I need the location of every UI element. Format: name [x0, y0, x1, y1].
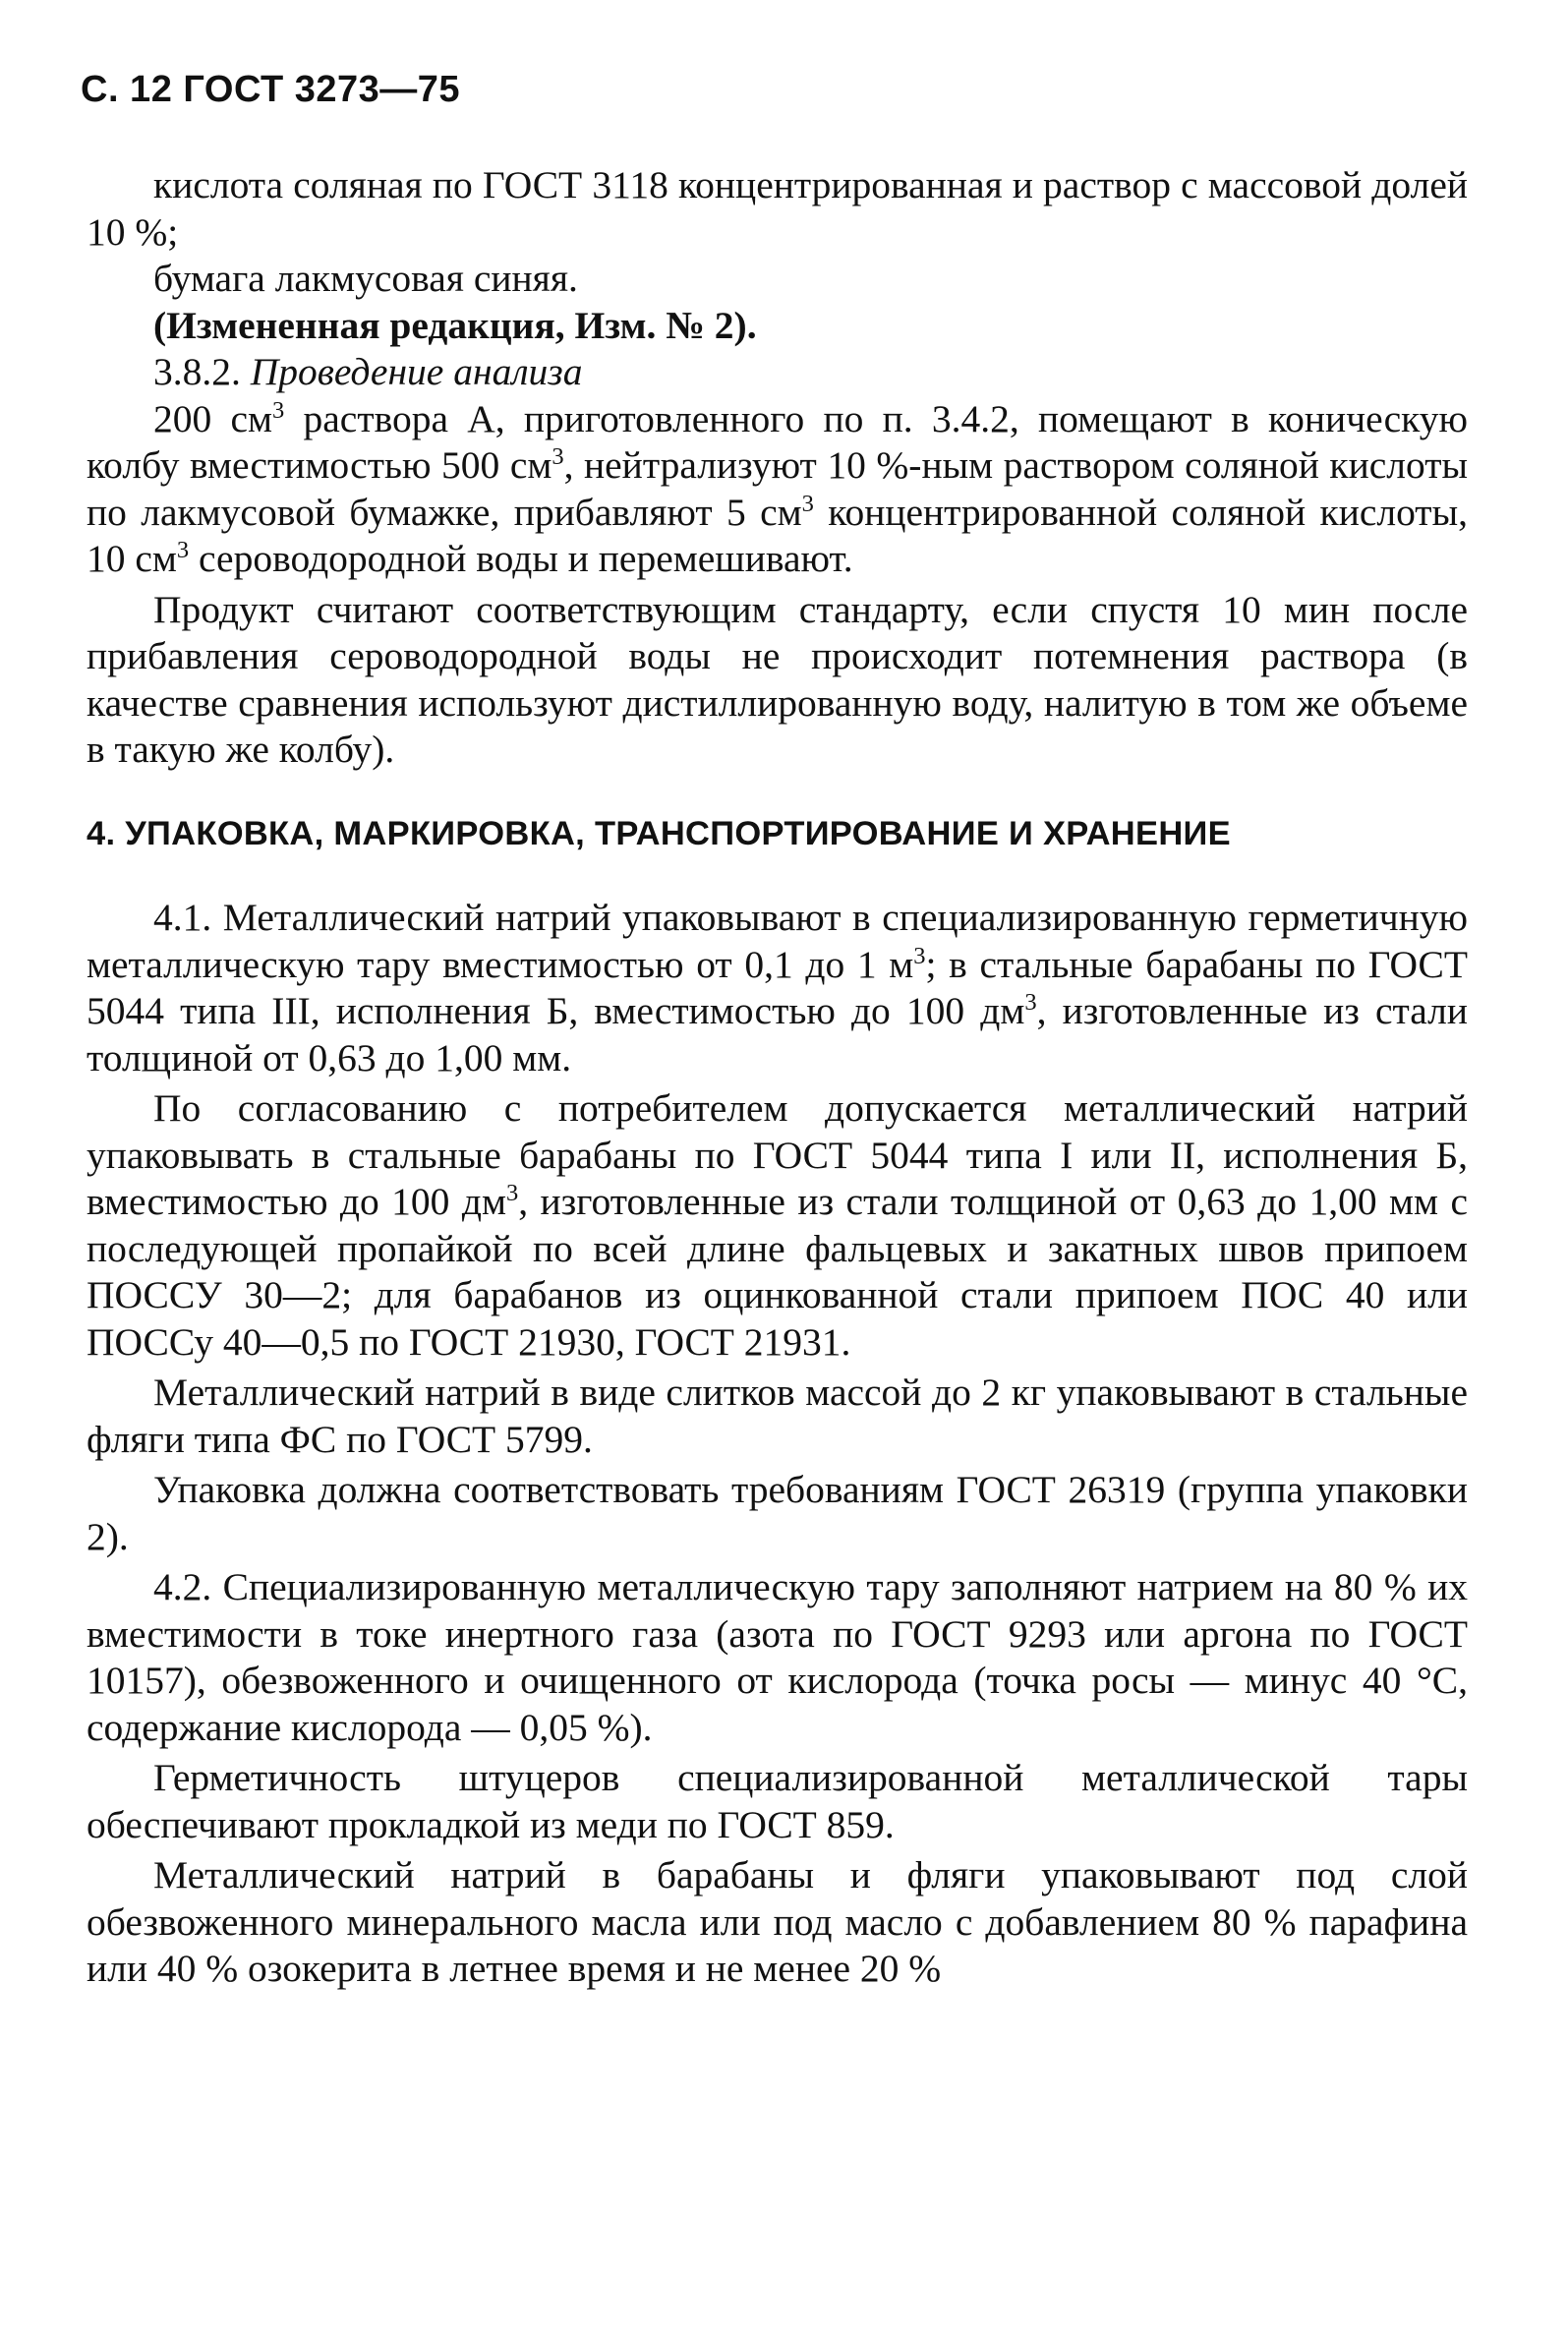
subsection-number: 3.8.2.	[153, 350, 241, 393]
paragraph-analysis-procedure: 200 $см^3$ раствора А, приготовленного по п. 3.4.2, помещают в коническую колбу вместимостью 500 $см^3$, нейтрализуют 10 %-ным раствором соляной кислоты по лакмусовой бумажке, прибавляют 5 $см^3$ концентрированной соляной кислоты, 10 $см^3$ сероводородной воды и перемешивают.	[87, 396, 1469, 580]
subsection-title: Проведение анализа	[250, 350, 583, 393]
paragraph-reagent-paper: бумага лакмусовая синяя.	[153, 257, 578, 300]
section-title-packaging: 4. УПАКОВКА, МАРКИРОВКА, ТРАНСПОРТИРОВАНИЕ И ХРАНЕНИЕ	[87, 814, 1231, 852]
paragraph-oil-layer: Металлический натрий в барабаны и фляги упаковывают под слой обезвоженного минерального масла или под масло с добавлением 80 % парафина или 40 % озокерита в летнее время и не менее 20 %	[87, 1853, 1468, 1990]
paragraph-analysis-criterion: Продукт считают соответствующим стандарту, если спустя 10 мин после прибавления сероводородной воды не происходит потемнения раствора (в качестве сравнения используют дистиллированную воду, налитую в том же объеме в такую же колбу).	[87, 587, 1468, 771]
paragraph-ingots: Металлический натрий в виде слитков массой до 2 кг упаковывают в стальные фляги типа ФС по ГОСТ 5799.	[87, 1371, 1468, 1461]
paragraph-packaging-group: Упаковка должна соответствовать требованиям ГОСТ 26319 (группа упаковки 2).	[87, 1468, 1468, 1558]
document-body	[87, 162, 1468, 1997]
subsection-heading-analysis	[87, 349, 1468, 396]
paragraph-reagent-acid: кислота соляная по ГОСТ 3118 концентрированная и раствор с массовой долей 10 %;	[87, 163, 1468, 254]
paragraph-consumer-agreement: По согласованию с потребителем допускается металлический натрий упаковывать в стальные барабаны по ГОСТ 5044 типа I или II, исполнения Б, вместимостью до 100 $дм^3$, изготовленные из стали толщиной от 0,63 до 1,00 мм с последующей пропайкой по всей длине фальцевых и закатных швов припоем ПОССУ 30—2; для барабанов из оцинкованной стали припоем ПОС 40 или ПОССу 40—0,5 по ГОСТ 21930, ГОСТ 21931.	[87, 1086, 1468, 1364]
paragraph-sealing: Герметичность штуцеров специализированной металлической тары обеспечивают прокладкой из меди по ГОСТ 859.	[87, 1756, 1468, 1846]
paragraph-revision-note: (Измененная редакция, Изм. № 2).	[153, 303, 757, 347]
paragraph-4-1: 4.1. Металлический натрий упаковывают в специализированную герметичную металлическую тару вместимостью от 0,1 до 1 $м^3$; в стальные барабаны по ГОСТ 5044 типа III, исполнения Б, вместимостью до 100 $дм^3$, изготовленные из стали толщиной от 0,63 до 1,00 мм.	[87, 896, 1468, 1079]
page-header: С. 12 ГОСТ 3273—75	[81, 69, 461, 110]
paragraph-4-2: 4.2. Специализированную металлическую тару заполняют натрием на 80 % их вместимости в токе инертного газа (азота по ГОСТ 9293 или аргона по ГОСТ 10157), обезвоженного и очищенного от кислорода (точка росы — минус 40 °С, содержание кислорода — 0,05 %).	[87, 1565, 1468, 1749]
